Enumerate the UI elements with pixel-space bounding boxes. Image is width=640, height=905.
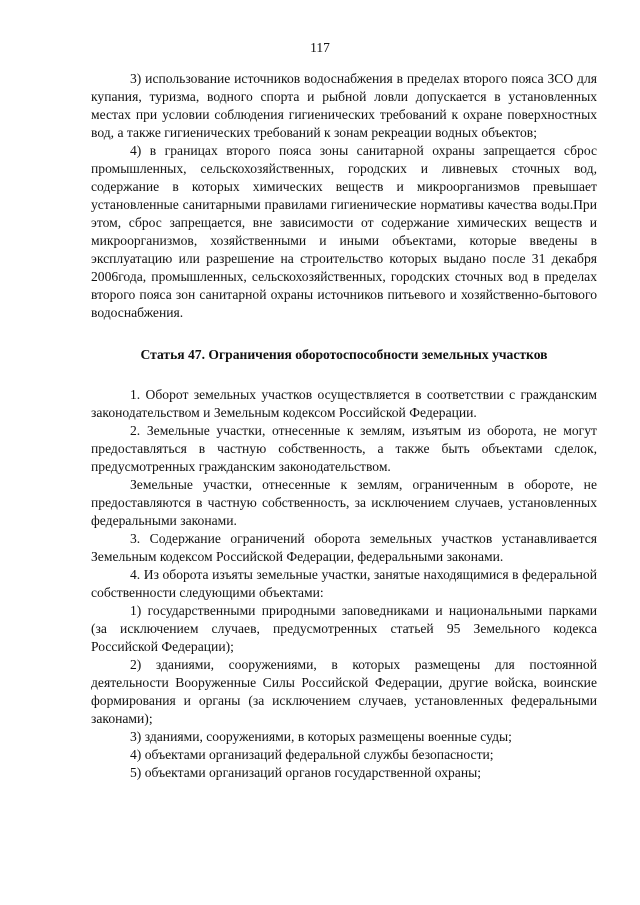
paragraph: 3. Содержание ограничений оборота земельных участков устанавливается Земельным кодексом Российской Федерации, федеральными законами. [91,531,597,564]
paragraph: 4) объектами организаций федеральной службы безопасности; [130,747,494,762]
paragraph: 1. Оборот земельных участков осуществляется в соответствии с гражданским законодательством и Земельным кодексом Российской Федерации. [91,387,597,420]
page-number: 117 [310,40,330,55]
paragraph: 5) объектами организаций органов государственной охраны; [130,765,482,780]
paragraph: 3) использование источников водоснабжения в пределах второго пояса ЗСО для купания, туризма, водного спорта и рыбной ловли допускается в установленных местах при условии соблюдения гигиенических требований к охране поверхностных вод, а также гигиенических требований к зонам рекреации водных объектов; [91,71,597,140]
paragraph: 2) зданиями, сооружениями, в которых размещены для постоянной деятельности Вооруженные Силы Российской Федерации, другие войска, воинские формирования и органы (за исключением случаев, установленных федеральными законами); [91,657,597,726]
paragraph: 3) зданиями, сооружениями, в которых размещены военные суды; [130,729,512,744]
paragraph: 4. Из оборота изъяты земельные участки, занятые находящимися в федеральной собственности следующими объектами: [91,567,597,600]
paragraph: 2. Земельные участки, отнесенные к землям, изъятым из оборота, не могут предоставляться в частную собственность, а также быть объектами сделок, предусмотренных гражданским законодательством. [91,423,597,474]
document-body [91,70,597,782]
paragraph: 1) государственными природными заповедниками и национальными парками (за исключением случаев, предусмотренных статьей 95 Земельного кодекса Российской Федерации); [91,603,597,654]
paragraph: 4) в границах второго пояса зоны санитарной охраны запрещается сброс промышленных, сельскохозяйственных, городских и ливневых сточных вод, содержание в которых химических веществ и микроорганизмов превышает установленные санитарными правилами гигиенические нормативы качества воды.При этом, сброс запрещается, вне зависимости от содержание химических веществ и микроорганизмов, хозяйственными и иными объектами, которые введены в эксплуатацию или разрешение на строительство которых выдано после 31 декабря 2006года, промышленных, сельскохозяйственных, городских сточных вод в пределах второго пояса зон санитарной охраны источников питьевого и хозяйственно-бытового водоснабжения. [91,143,597,320]
article-heading: Статья 47. Ограничения оборотоспособности земельных участков [140,347,548,362]
paragraph: Земельные участки, отнесенные к землям, ограниченным в обороте, не предоставляются в частную собственность, за исключением случаев, установленных федеральными законами. [91,477,597,528]
